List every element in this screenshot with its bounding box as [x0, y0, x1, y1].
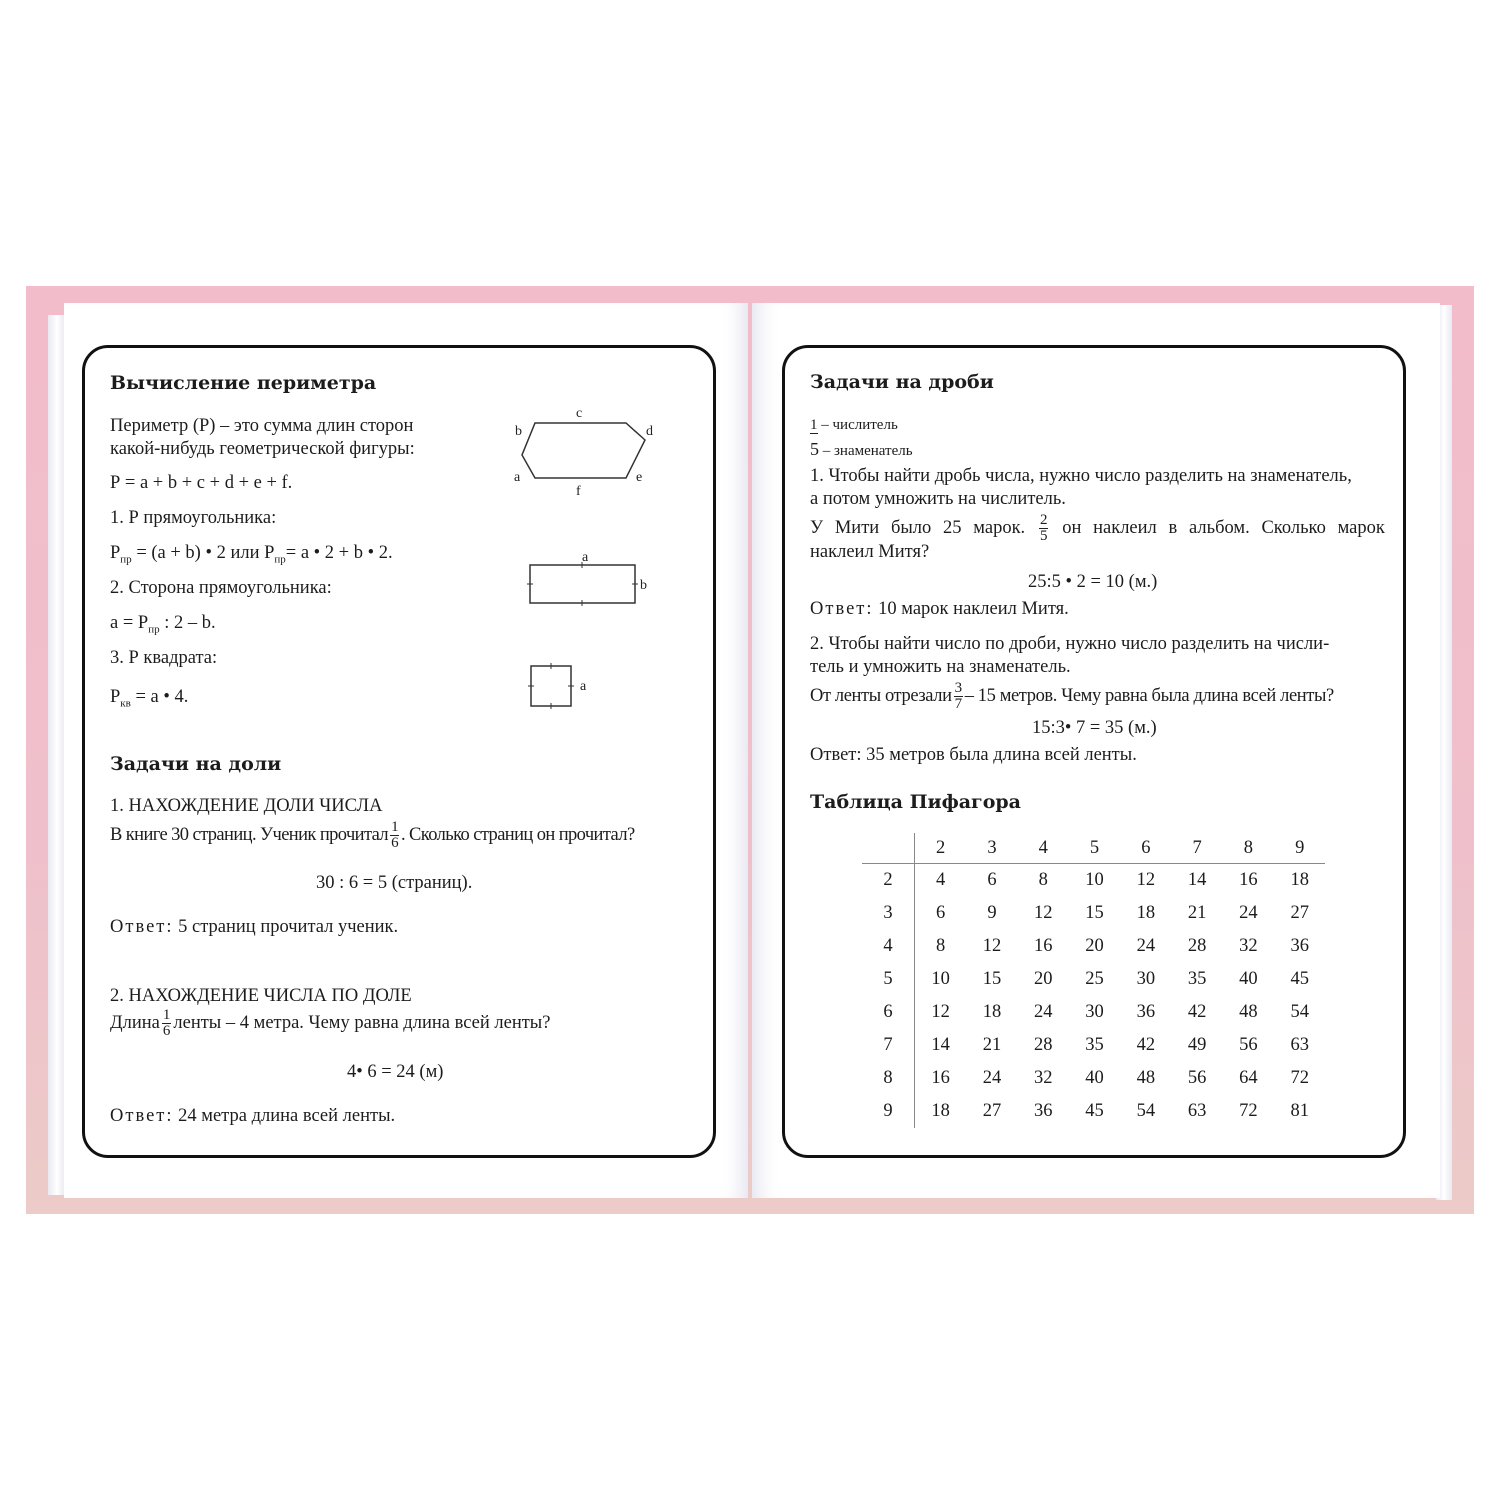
table-cell: 48 — [1239, 1002, 1258, 1022]
table-cell: 12 — [931, 1002, 950, 1022]
formula-part: = a • 2 + b • 2. — [285, 543, 393, 563]
hexagon-label-b: b — [515, 424, 522, 439]
formula-subscript: пр — [120, 553, 132, 566]
row-header: 5 — [862, 963, 915, 996]
pythagoras-table — [862, 833, 1325, 1128]
task-word: Сколько — [1261, 518, 1326, 538]
table-cell: 45 — [1290, 969, 1309, 989]
shares-task2-answer — [110, 1106, 395, 1127]
fractions-task2-answer: Ответ: 35 метров была длина всей ленты. — [810, 745, 1137, 765]
fraction-denominator: 6 — [391, 835, 398, 851]
table-cell: 81 — [1290, 1101, 1309, 1121]
formula-part: = a • 4. — [130, 687, 189, 707]
row-header: 4 — [862, 930, 915, 963]
perimeter-definition-1: Периметр (Р) – это сумма длин сторон — [110, 416, 414, 436]
table-cell: 36 — [1033, 1101, 1053, 1121]
square-label-a: a — [580, 679, 587, 694]
rectangle-perimeter-formula — [110, 543, 393, 566]
table-cell: 72 — [1290, 1068, 1309, 1088]
table-cell: 8 — [936, 936, 946, 956]
column-header: 7 — [1171, 833, 1222, 864]
table-cell: 24 — [1239, 903, 1258, 923]
table-cell: 63 — [1187, 1101, 1207, 1121]
table-row — [862, 1062, 1325, 1095]
task-word: Мити — [834, 518, 880, 538]
table-row — [862, 864, 1325, 898]
table-cell: 63 — [1290, 1035, 1309, 1055]
table-cell: 21 — [982, 1035, 1002, 1055]
table-row — [862, 996, 1325, 1029]
denominator-label: – знаменатель — [819, 443, 913, 459]
table-cell: 30 — [1085, 1002, 1104, 1022]
table-cell: 6 — [936, 903, 946, 923]
fractions-task2-solution: 15:3• 7 = 35 (м.) — [1032, 718, 1157, 738]
table-cell: 27 — [982, 1101, 1002, 1121]
table-cell: 32 — [1239, 936, 1258, 956]
rectangle-label-a: a — [582, 550, 589, 565]
table-cell: 40 — [1085, 1068, 1104, 1088]
shares-task1-text — [110, 820, 635, 851]
rectangle-label-b: b — [640, 578, 647, 593]
table-cell: 16 — [1239, 870, 1258, 890]
table-cell: 18 — [1136, 903, 1156, 923]
table-cell: 48 — [1136, 1068, 1156, 1088]
shares-task1-solution: 30 : 6 = 5 (страниц). — [316, 873, 473, 893]
table-cell: 20 — [1033, 969, 1053, 989]
fractions-rule2-line1: 2. Чтобы найти число по дроби, нужно число разделить на числи- — [810, 634, 1330, 654]
formula-part: Р — [110, 543, 121, 563]
table-cell: 15 — [1085, 903, 1104, 923]
square-perimeter-label: 3. Р квадрата: — [110, 648, 218, 668]
fractions-rule1-line2: а потом умножить на числитель. — [810, 489, 1066, 509]
table-cell: 56 — [1187, 1068, 1207, 1088]
answer-text: 5 страниц прочитал ученик. — [173, 917, 399, 937]
table-cell: 35 — [1085, 1035, 1104, 1055]
fraction-three-sevenths — [954, 681, 963, 712]
shares-title: Задачи на доли — [110, 753, 282, 775]
perimeter-title: Вычисление периметра — [110, 372, 377, 394]
shares-task2-text — [110, 1008, 550, 1039]
table-cell: 21 — [1187, 903, 1207, 923]
table-cell: 54 — [1136, 1101, 1156, 1121]
fractions-task1-solution: 25:5 • 2 = 10 (м.) — [1028, 572, 1158, 592]
task-word: наклеил — [1093, 518, 1157, 538]
table-cell: 18 — [1290, 870, 1309, 890]
table-cell: 12 — [1136, 870, 1156, 890]
fraction-one-sixth — [390, 820, 399, 851]
table-cell: 15 — [982, 969, 1002, 989]
denominator-digit: 5 — [810, 439, 819, 459]
column-header: 4 — [1018, 833, 1069, 864]
fractions-task1-line2: наклеил Митя? — [810, 542, 930, 562]
table-row — [862, 1095, 1325, 1128]
square-perimeter-formula — [110, 687, 188, 710]
table-row — [862, 1029, 1325, 1062]
perimeter-formula: Р = a + b + c + d + e + f. — [110, 473, 293, 493]
table-cell: 32 — [1033, 1068, 1053, 1088]
task-text: ленты – 4 метра. Чему равна длина всей ленты? — [173, 1012, 551, 1033]
fraction-numerator: 1 — [391, 819, 398, 835]
task-word: он — [1062, 518, 1082, 538]
formula-part: Р — [110, 687, 121, 707]
table-cell: 54 — [1290, 1002, 1309, 1022]
hexagon-label-a: a — [514, 470, 521, 485]
fraction-denominator: 5 — [1039, 528, 1048, 544]
answer-text: 24 метра длина всей ленты. — [173, 1106, 396, 1126]
table-cell: 56 — [1239, 1035, 1258, 1055]
answer-label: Ответ: — [110, 917, 174, 937]
formula-part: a = Р — [110, 613, 149, 633]
column-header: 9 — [1274, 833, 1325, 864]
table-cell: 6 — [987, 870, 997, 890]
fraction-numerator: 1 — [162, 1007, 171, 1023]
fraction-denominator: 6 — [162, 1023, 171, 1039]
formula-part: : 2 – b. — [159, 613, 216, 633]
table-cell: 30 — [1136, 969, 1156, 989]
answer-text: 10 марок наклеил Митя. — [873, 599, 1069, 619]
fractions-rule1-line1: 1. Чтобы найти дробь числа, нужно число разделить на знаменатель, — [810, 466, 1352, 486]
row-header: 9 — [862, 1095, 915, 1128]
fractions-task1-line1 — [810, 513, 1385, 544]
column-header: 6 — [1120, 833, 1171, 864]
fractions-rule2-line2: тель и умножить на знаменатель. — [810, 657, 1071, 677]
table-cell: 10 — [1085, 870, 1104, 890]
table-row — [862, 930, 1325, 963]
perimeter-definition-2: какой-нибудь геометрической фигуры: — [110, 439, 415, 459]
answer-label: Ответ: — [110, 1106, 174, 1126]
task-text: . Сколько страниц он прочитал? — [400, 824, 635, 845]
formula-subscript: пр — [274, 553, 286, 566]
table-cell: 8 — [1038, 870, 1048, 890]
fraction-denominator: 7 — [954, 696, 962, 712]
task-text: – 15 метров. Чему равна была длина всей ленты? — [964, 685, 1334, 706]
task-word: 25 — [943, 518, 962, 538]
hexagon-label-d: d — [646, 424, 653, 439]
task-word: альбом. — [1189, 518, 1250, 538]
fraction-numerator: 2 — [1039, 512, 1048, 528]
numerator-label: – числитель — [817, 417, 898, 433]
table-cell: 4 — [936, 870, 946, 890]
row-header: 8 — [862, 1062, 915, 1095]
rectangle-side-formula — [110, 613, 216, 636]
task-text: От ленты отрезали — [810, 685, 952, 706]
table-cell: 12 — [1033, 903, 1053, 923]
table-cell: 28 — [1187, 936, 1207, 956]
formula-subscript: кв — [120, 697, 131, 710]
shares-task1-answer — [110, 917, 398, 938]
table-cell: 14 — [1187, 870, 1207, 890]
table-cell: 18 — [931, 1101, 950, 1121]
rectangle-perimeter-label: 1. Р прямоугольника: — [110, 508, 277, 528]
table-cell: 49 — [1187, 1035, 1207, 1055]
table-header-row — [862, 833, 1325, 864]
table-cell: 28 — [1033, 1035, 1053, 1055]
numerator-digit: 1 — [810, 417, 818, 433]
column-header: 3 — [966, 833, 1017, 864]
table-cell: 24 — [1033, 1002, 1053, 1022]
row-header: 2 — [862, 864, 915, 898]
task-text: В книге 30 страниц. Ученик прочитал — [110, 824, 389, 845]
table-cell: 16 — [1033, 936, 1053, 956]
table-cell: 12 — [982, 936, 1002, 956]
shares-task1-heading: 1. НАХОЖДЕНИЕ ДОЛИ ЧИСЛА — [110, 796, 383, 816]
table-cell: 16 — [931, 1068, 950, 1088]
column-header: 5 — [1069, 833, 1120, 864]
fraction-two-fifths — [1039, 513, 1049, 544]
fractions-task1-answer — [810, 599, 1069, 620]
task-word: марок. — [973, 518, 1026, 538]
table-cell: 36 — [1290, 936, 1309, 956]
table-cell: 24 — [982, 1068, 1002, 1088]
row-header: 7 — [862, 1029, 915, 1062]
table-row — [862, 897, 1325, 930]
rectangle-side-label: 2. Сторона прямоугольника: — [110, 578, 332, 598]
task-word: марок — [1337, 518, 1385, 538]
shares-task2-heading: 2. НАХОЖДЕНИЕ ЧИСЛА ПО ДОЛЕ — [110, 986, 412, 1006]
hexagon-label-e: e — [636, 470, 643, 485]
table-cell: 27 — [1290, 903, 1309, 923]
table-cell: 36 — [1136, 1002, 1156, 1022]
column-header: 2 — [915, 833, 967, 864]
formula-part: = (a + b) • 2 или Р — [131, 543, 275, 563]
fractions-title: Задачи на дроби — [810, 371, 994, 393]
fraction-one-sixth — [162, 1008, 172, 1039]
table-cell: 42 — [1187, 1002, 1207, 1022]
table-cell: 18 — [982, 1002, 1002, 1022]
fractions-task2-text — [810, 681, 1334, 712]
table-cell: 42 — [1136, 1035, 1156, 1055]
table-cell: 14 — [931, 1035, 950, 1055]
task-word: было — [890, 518, 932, 538]
table-cell: 24 — [1136, 936, 1156, 956]
table-cell: 9 — [987, 903, 997, 923]
numerator-note — [810, 417, 898, 434]
table-row — [862, 963, 1325, 996]
answer-label: Ответ: — [810, 599, 874, 619]
row-header: 6 — [862, 996, 915, 1029]
task-text: Длина — [110, 1012, 160, 1033]
column-header: 8 — [1223, 833, 1274, 864]
table-cell: 45 — [1085, 1101, 1104, 1121]
hexagon-label-f: f — [576, 484, 581, 499]
task-word: У — [810, 518, 824, 538]
table-cell: 25 — [1085, 969, 1104, 989]
fraction-numerator: 3 — [954, 680, 962, 696]
table-cell: 35 — [1187, 969, 1207, 989]
denominator-note — [810, 439, 913, 460]
table-cell: 20 — [1085, 936, 1104, 956]
table-cell: 10 — [931, 969, 950, 989]
table-corner — [862, 833, 915, 864]
table-cell: 64 — [1239, 1068, 1258, 1088]
hexagon-label-c: c — [576, 406, 583, 421]
table-cell: 40 — [1239, 969, 1258, 989]
table-cell: 72 — [1239, 1101, 1258, 1121]
formula-subscript: пр — [148, 623, 160, 636]
shares-task2-solution: 4• 6 = 24 (м) — [347, 1062, 444, 1082]
row-header: 3 — [862, 897, 915, 930]
pythagoras-title: Таблица Пифагора — [810, 791, 1021, 813]
task-word: в — [1168, 518, 1178, 538]
